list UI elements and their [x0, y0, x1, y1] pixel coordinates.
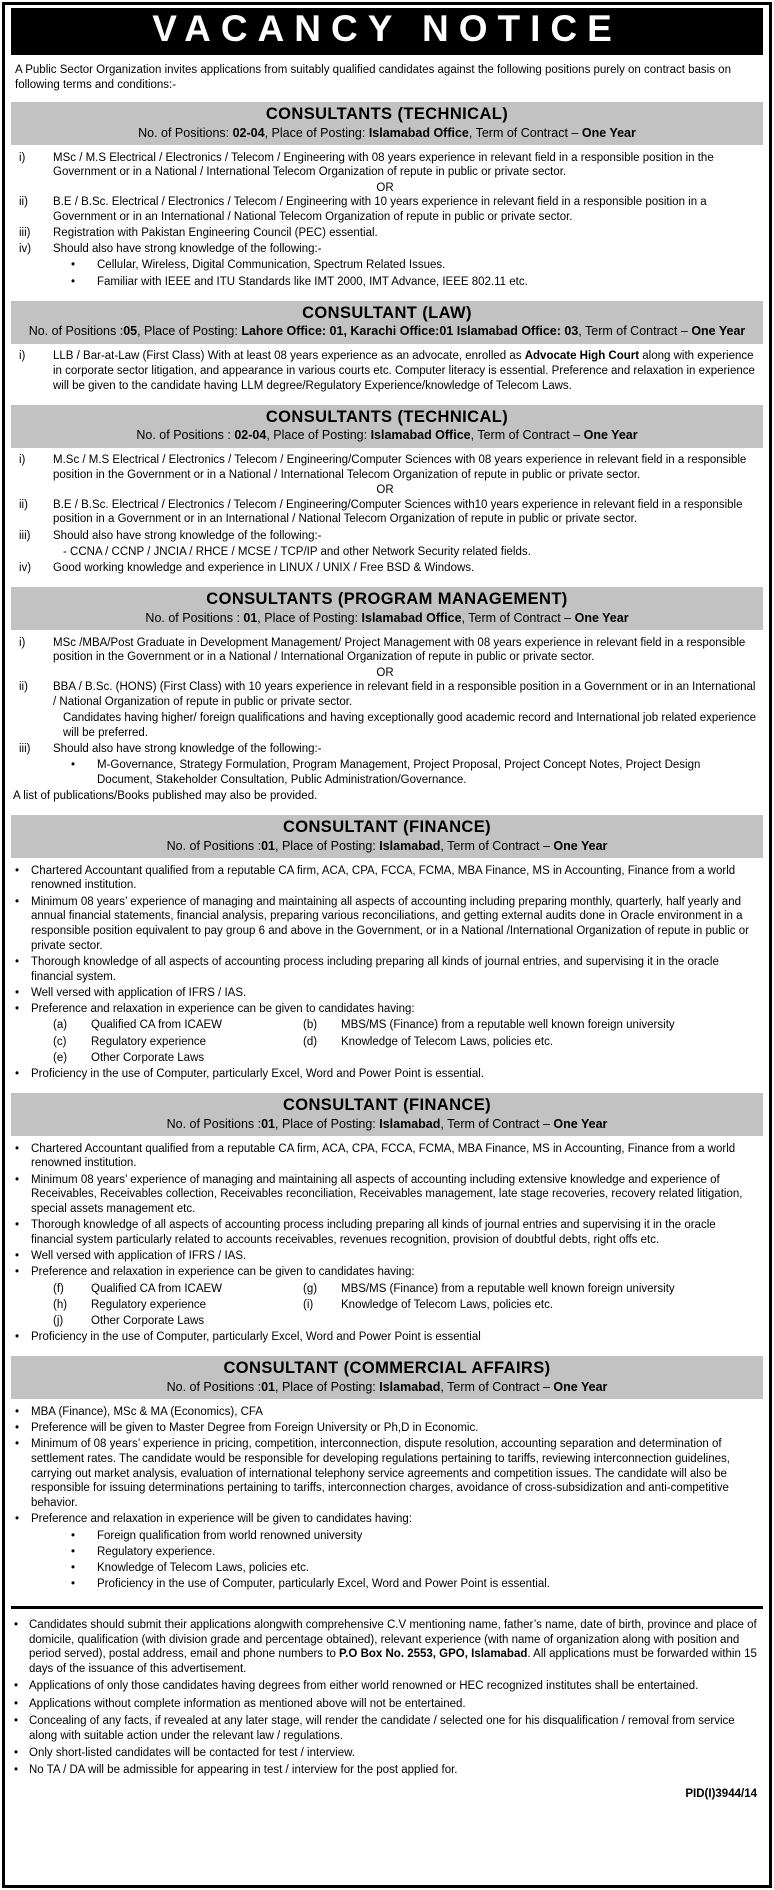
- section-body: [9, 633, 765, 810]
- bullet-marker: •: [15, 1266, 20, 1279]
- preference-option: [303, 1018, 759, 1033]
- section-header: [11, 587, 763, 630]
- bullet-item: [11, 864, 759, 893]
- text-segment: One Year: [553, 1380, 608, 1395]
- requirement-item: [11, 151, 759, 180]
- vacancy-section: [9, 1093, 765, 1351]
- section-body: [9, 451, 765, 583]
- row-text: Well versed with application of IFRS / IAS.: [31, 1250, 247, 1263]
- preference-option: [53, 1282, 303, 1297]
- item-number: ii): [19, 498, 28, 511]
- text-segment: Islamabad Office: 03: [456, 324, 579, 339]
- row-text: A list of publications/Books published may also be provided.: [13, 790, 318, 803]
- footer-note: [11, 1618, 763, 1677]
- bullet-marker: •: [15, 1219, 20, 1232]
- option-marker: (a): [53, 1019, 68, 1032]
- row-text: Preference and relaxation in experience can be given to candidates having:: [31, 1003, 415, 1016]
- row-text: Proficiency in the use of Computer, particularly Excel, Word and Power Point is essential: [31, 1331, 481, 1344]
- preference-options-row: [11, 1314, 759, 1329]
- vacancy-section: [9, 102, 765, 296]
- bullet-item: [11, 986, 759, 1001]
- requirement-item: [11, 680, 759, 709]
- bullet-item: [11, 895, 759, 954]
- bullet-marker: •: [14, 1746, 19, 1759]
- text-segment: 05: [123, 324, 138, 339]
- row-text: Chartered Accountant qualified from a reputable CA firm, ACA, CPA, FCCA, FCMA, MBA Finance, MS in Accounting, Finance from a world renowned institution.: [31, 864, 736, 892]
- text-segment: Islamabad: [379, 1116, 441, 1131]
- vacancy-section: [9, 587, 765, 810]
- note-text: Applications of only those candidates having degrees from either world renowned or HEC recognized institutes shall be entertained.: [29, 1680, 699, 1693]
- requirement-item: [11, 453, 759, 482]
- item-number: i): [19, 636, 26, 649]
- row-text: M.Sc / M.S Electrical / Electronics / Telecom / Engineering/Computer Sciences with 08 years experience in relevant field in a responsible position in the Government or in a National / International Telecom Organization of repute in public or private sector.: [53, 454, 747, 481]
- bullet-marker: •: [15, 1142, 20, 1155]
- row-text: Regulatory experience.: [97, 1545, 216, 1558]
- row-text: Thorough knowledge of all aspects of accounting process including preparing all kinds of journal entries, and supervising it in the oracle financial system.: [31, 956, 719, 983]
- requirement-item: [11, 529, 759, 544]
- section-body: [9, 347, 765, 400]
- vacancy-section: [9, 405, 765, 582]
- bullet-item: [11, 1421, 759, 1436]
- notice-title: VACANCY NOTICE: [152, 8, 622, 49]
- bullet-marker: •: [71, 1578, 76, 1591]
- section-meta: [19, 610, 755, 626]
- preference-option: [53, 1298, 303, 1313]
- bullet-item: [11, 275, 759, 290]
- row-text: Familiar with IEEE and ITU Standards like IMT 2000, IMT Advance, IEEE 802.11 etc.: [97, 275, 528, 288]
- text-segment: , Place of Posting:: [275, 838, 380, 853]
- section-body: [9, 1402, 765, 1598]
- bullet-marker: •: [14, 1680, 19, 1693]
- bullet-item: [11, 1529, 759, 1544]
- requirement-item: [11, 742, 759, 757]
- preference-option: [303, 1035, 759, 1050]
- bullet-item: [11, 258, 759, 273]
- text-segment: 01: [261, 838, 276, 853]
- text-segment: 01: [261, 1116, 276, 1131]
- row-text: Candidates having higher/ foreign qualifications and having exceptionally good academic record and International job related experience will be preferred.: [63, 712, 757, 739]
- section-meta: [19, 1379, 755, 1395]
- option-marker: (d): [303, 1035, 318, 1048]
- bullet-item: [11, 1142, 759, 1171]
- bullet-item: [11, 1330, 759, 1345]
- text-segment: Islamabad: [379, 1380, 441, 1395]
- section-heading: CONSULTANT (LAW): [302, 303, 472, 322]
- preference-options-row: [11, 1298, 759, 1313]
- row-text: Proficiency in the use of Computer, particularly Excel, Word and Power Point is essential.: [31, 1068, 484, 1081]
- section-heading: CONSULTANTS (PROGRAM MANAGEMENT): [206, 590, 568, 609]
- row-text: Chartered Accountant qualified from a reputable CA firm, ACA, CPA, FCCA, FCMA, MBA Finance, MS in Accounting, Finance from a world renowned institution.: [31, 1142, 736, 1170]
- preference-options-row: [11, 1035, 759, 1050]
- note-text: [29, 1618, 763, 1677]
- preference-options-row: [11, 1018, 759, 1033]
- row-text: B.E / B.Sc. Electrical / Electronics / Telecom / Engineering with 10 years experience in relevant field in a responsible position in a Government or in an International / National Telecom Organization of repute in public or private sector.: [53, 196, 707, 223]
- section-body: [9, 861, 765, 1088]
- text-segment: , Term of Contract –: [440, 1380, 554, 1395]
- text-segment: No. of Positions :: [28, 324, 124, 339]
- option-marker: (i): [303, 1298, 314, 1311]
- bullet-item: [11, 1265, 759, 1280]
- section-meta: [19, 125, 755, 141]
- requirement-item: [11, 195, 759, 224]
- bullet-item: [11, 1437, 759, 1511]
- text-segment: , Place of Posting:: [264, 125, 369, 140]
- sections-container: [9, 97, 765, 1598]
- row-text: Should also have strong knowledge of the following:-: [53, 243, 322, 256]
- bullet-marker: •: [15, 864, 20, 877]
- section-body: [9, 1139, 765, 1351]
- row-text: Preference and relaxation in experience will be given to candidates having:: [31, 1513, 413, 1526]
- note-text: Only short-listed candidates will be contacted for test / interview.: [29, 1746, 355, 1759]
- text-segment: , Term of Contract –: [578, 324, 692, 339]
- bullet-marker: •: [15, 1068, 20, 1081]
- bullet-item: [11, 1545, 759, 1560]
- bullet-item: [11, 1405, 759, 1420]
- option-text: Regulatory experience: [91, 1298, 207, 1311]
- text-segment: , Term of Contract –: [468, 125, 582, 140]
- bullet-marker: •: [15, 1003, 20, 1016]
- row-text: Should also have strong knowledge of the following:-: [53, 529, 322, 542]
- row-text: M-Governance, Strategy Formulation, Program Management, Project Proposal, Project Concept Notes, Project Design Document, Stakeholder Consultation, Public Administration/Governance.: [97, 759, 701, 786]
- row-text: Proficiency in the use of Computer, particularly Excel, Word and Power Point is essential.: [97, 1578, 550, 1591]
- item-number: i): [19, 350, 26, 363]
- bullet-item: [11, 1577, 759, 1592]
- vacancy-section: [9, 1356, 765, 1598]
- intro-text: A Public Sector Organization invites applications from suitably qualified candidates against the following positions purely on contract basis on following terms and conditions:-: [15, 63, 731, 92]
- bullet-item: [11, 955, 759, 984]
- row-text: Foreign qualification from world renowned university: [97, 1529, 363, 1542]
- row-text: Should also have strong knowledge of the following:-: [53, 742, 322, 755]
- row-text: Cellular, Wireless, Digital Communication, Spectrum Related Issues.: [97, 259, 446, 272]
- text-segment: LLB / Bar-at-Law (First Class) With at least 08 years experience as an advocate, enrolled as: [53, 350, 525, 363]
- text-segment: Islamabad Office: [368, 125, 469, 140]
- text-segment: No. of Positions :: [166, 1116, 262, 1131]
- bullet-marker: •: [71, 259, 76, 272]
- text-segment: along with experience in corporate sector litigation, and appearance in various courts etc. Computer literacy is essential. Preference and relaxation in experience will be given to the candidate having LLM degree/Regulatory Experience/knowledge of Telecom Laws.: [53, 350, 755, 392]
- section-header: [11, 1093, 763, 1136]
- row-text: - CCNA / CCNP / JNCIA / RHCE / MCSE / TCP/IP and other Network Security related fields.: [63, 545, 531, 558]
- notice-title-bar: [11, 8, 763, 55]
- footer-note: [11, 1679, 763, 1694]
- requirement-item: [11, 226, 759, 241]
- text-segment: , Term of Contract –: [440, 1116, 554, 1131]
- bullet-item: [11, 1002, 759, 1017]
- text-segment: No. of Positions :: [145, 610, 244, 625]
- text-segment: , Term of Contract –: [461, 610, 575, 625]
- section-header: [11, 405, 763, 448]
- preference-option: [53, 1314, 303, 1329]
- text-segment: Islamabad Office: [361, 610, 462, 625]
- bullet-marker: •: [71, 1545, 76, 1558]
- text-segment: One Year: [553, 838, 608, 853]
- text-segment: 02-04: [234, 428, 267, 443]
- text-segment: , Place of Posting:: [137, 324, 242, 339]
- section-body: [9, 148, 765, 296]
- continuation-text: [11, 789, 759, 804]
- vacancy-section: [9, 815, 765, 1088]
- row-text: Preference will be given to Master Degree from Foreign University or Ph,D in Economic.: [31, 1422, 479, 1435]
- bullet-marker: •: [14, 1763, 19, 1776]
- bullet-marker: •: [71, 759, 76, 772]
- vacancy-notice-page: [2, 2, 772, 1888]
- preference-options-row: [11, 1282, 759, 1297]
- text-segment: 01: [261, 1380, 276, 1395]
- bullet-marker: •: [15, 1438, 20, 1451]
- section-header: [11, 102, 763, 145]
- continuation-text: [11, 711, 759, 740]
- item-number: i): [19, 151, 26, 164]
- section-heading: CONSULTANTS (TECHNICAL): [265, 105, 509, 124]
- option-text: MBS/MS (Finance) from a reputable well known foreign university: [341, 1282, 675, 1295]
- row-text: Good working knowledge and experience in LINUX / UNIX / Free BSD & Windows.: [53, 562, 475, 575]
- bullet-marker: •: [15, 956, 20, 968]
- footer-note: [11, 1714, 763, 1743]
- bullet-marker: •: [71, 275, 76, 288]
- footer-notes-list: [11, 1618, 763, 1778]
- text-segment: One Year: [583, 428, 638, 443]
- requirement-item: [11, 349, 759, 393]
- footer-note: [11, 1697, 763, 1712]
- preference-option: [53, 1051, 303, 1066]
- footer-note: [11, 1763, 763, 1778]
- row-text: Well versed with application of IFRS / IAS.: [31, 986, 247, 999]
- bullet-marker: •: [14, 1697, 19, 1710]
- or-separator: OR: [376, 181, 394, 194]
- option-marker: (b): [303, 1019, 318, 1032]
- text-segment: No. of Positions :: [166, 838, 262, 853]
- requirement-item: [11, 561, 759, 576]
- item-number: iii): [19, 742, 31, 755]
- footer-notes-block: [11, 1606, 763, 1802]
- requirement-item: [11, 242, 759, 257]
- pid-number: PID(I)3944/14: [685, 1788, 757, 1801]
- text-segment: Candidates should submit their applications alongwith comprehensive C.V mentioning name, father’s name, date of birth, province and place of domicile, qualification (with division grade and percentage obtained), relevant experience (with name of organization along with position and period served), postal address, email and phone numbers to: [29, 1618, 757, 1661]
- option-text: Other Corporate Laws: [91, 1051, 205, 1064]
- text-segment: Lahore Office: 01, Karachi Office:01: [241, 324, 454, 339]
- vacancy-section: [9, 301, 765, 400]
- text-segment: No. of Positions:: [138, 125, 233, 140]
- note-text: Concealing of any facts, if revealed at any later stage, will render the candidate / selected one for his disqualification / removal from service along with suitable action under the relevant law / regulations.: [29, 1714, 735, 1742]
- option-marker: (c): [53, 1035, 67, 1048]
- preference-option: [303, 1298, 759, 1313]
- text-segment: One Year: [581, 125, 636, 140]
- row-text: BBA / B.Sc. (HONS) (First Class) with 10 years experience in relevant field in a responsible position in a Government or in an International / National Organization of repute in public or private sector.: [53, 681, 756, 708]
- option-text: MBS/MS (Finance) from a reputable well known foreign university: [341, 1019, 675, 1032]
- bullet-marker: •: [15, 1173, 20, 1186]
- text-segment: Islamabad: [379, 838, 441, 853]
- bullet-marker: •: [14, 1618, 19, 1631]
- bullet-item: [11, 1512, 759, 1527]
- item-number: ii): [19, 681, 28, 694]
- bullet-marker: •: [15, 1331, 20, 1344]
- text-segment: , Place of Posting:: [275, 1380, 380, 1395]
- bullet-item: [11, 1218, 759, 1247]
- row-text: Minimum 08 years’ experience of managing and maintaining all aspects of accounting including extensive knowledge and experience of Receivables, Receivables collection, Receivables reconciliation, Receivables management, late stage recoveries, recovery related litigation, special assets management etc.: [31, 1173, 743, 1215]
- row-text: B.E / B.Sc. Electrical / Electronics / Telecom / Engineering/Computer Sciences with10 years experience in relevant field in a responsible position in a Government or in an International / National Telecom Organization of repute in public or private sector.: [53, 498, 743, 526]
- row-text: Registration with Pakistan Engineering Council (PEC) essential.: [53, 226, 378, 239]
- text-segment: , Place of Posting:: [266, 428, 371, 443]
- bullet-marker: •: [15, 895, 20, 908]
- row-text: Thorough knowledge of all aspects of accounting process including preparing all kinds of journal entries and supervising it in the oracle financial system particularly related to accounts receivables, revenues recognition, provision of doubtful debts, right offs etc.: [31, 1219, 716, 1246]
- text-segment: One Year: [691, 324, 746, 339]
- requirement-item: [11, 498, 759, 527]
- section-heading: CONSULTANTS (TECHNICAL): [265, 407, 509, 426]
- bullet-marker: •: [15, 1405, 20, 1418]
- option-text: Qualified CA from ICAEW: [91, 1019, 223, 1032]
- option-text: Other Corporate Laws: [91, 1315, 205, 1328]
- note-text: No TA / DA will be admissible for appearing in test / interview for the post applied for.: [29, 1763, 458, 1776]
- section-meta: [19, 427, 755, 443]
- option-text: Knowledge of Telecom Laws, policies etc.: [341, 1298, 554, 1311]
- text-segment: One Year: [553, 1116, 608, 1131]
- option-marker: (h): [53, 1298, 68, 1311]
- section-header: [11, 815, 763, 858]
- option-marker: (j): [53, 1315, 64, 1328]
- text-segment: , Place of Posting:: [257, 610, 362, 625]
- bullet-item: [11, 1561, 759, 1576]
- option-marker: (f): [53, 1282, 64, 1295]
- bullet-marker: •: [15, 1513, 20, 1526]
- requirement-item: [11, 636, 759, 665]
- or-separator: OR: [376, 666, 394, 679]
- option-marker: (g): [303, 1282, 318, 1295]
- bullet-marker: •: [15, 1422, 20, 1435]
- row-text: [53, 349, 759, 393]
- preference-option: [303, 1282, 759, 1297]
- item-number: ii): [19, 196, 28, 208]
- bullet-item: [11, 1067, 759, 1082]
- section-header: [11, 301, 763, 344]
- row-text: MBA (Finance), MSc & MA (Economics), CFA: [31, 1405, 263, 1418]
- text-segment: , Term of Contract –: [440, 838, 554, 853]
- bullet-item: [11, 758, 759, 787]
- bullet-marker: •: [71, 1562, 76, 1575]
- row-text: MSc /MBA/Post Graduate in Development Management/ Project Management with 08 years experience in relevant field in a responsible position in the Government or in a National / International Organization of repute in public or private sector.: [53, 636, 746, 664]
- bullet-marker: •: [14, 1714, 19, 1727]
- bullet-marker: •: [15, 986, 20, 999]
- section-meta: [19, 1116, 755, 1132]
- section-heading: CONSULTANT (FINANCE): [282, 1096, 492, 1115]
- row-text: Knowledge of Telecom Laws, policies etc.: [97, 1562, 310, 1575]
- section-meta: [19, 838, 755, 854]
- text-segment: P.O Box No. 2553, GPO, Islamabad: [339, 1648, 528, 1661]
- text-segment: , Place of Posting:: [275, 1116, 380, 1131]
- item-number: iii): [19, 226, 31, 239]
- bullet-marker: •: [71, 1529, 76, 1542]
- bullet-item: [11, 1173, 759, 1217]
- option-text: Qualified CA from ICAEW: [91, 1282, 223, 1295]
- note-text: Applications without complete information as mentioned above will not be entertained.: [29, 1697, 466, 1710]
- text-segment: Advocate High Court: [524, 350, 640, 363]
- text-segment: No. of Positions :: [136, 428, 235, 443]
- section-header: [11, 1356, 763, 1399]
- option-text: Knowledge of Telecom Laws, policies etc.: [341, 1035, 554, 1048]
- text-segment: . All applications must be forwarded within 15 days of the issuance of this advertisement.: [29, 1648, 757, 1676]
- row-text: Preference and relaxation in experience can be given to candidates having:: [31, 1266, 415, 1279]
- text-segment: One Year: [574, 610, 629, 625]
- preference-options-row: [11, 1051, 759, 1066]
- section-heading: CONSULTANT (COMMERCIAL AFFAIRS): [223, 1359, 551, 1378]
- item-number: i): [19, 454, 26, 467]
- text-segment: , Term of Contract –: [470, 428, 584, 443]
- text-segment: 01: [243, 610, 258, 625]
- section-meta: [19, 323, 755, 339]
- bullet-item: [11, 1249, 759, 1264]
- or-separator: OR: [376, 484, 394, 497]
- text-segment: Islamabad Office: [370, 428, 471, 443]
- option-text: Regulatory experience: [91, 1035, 207, 1048]
- bullet-marker: •: [15, 1250, 20, 1263]
- item-number: iv): [19, 243, 32, 256]
- preference-option: [53, 1018, 303, 1033]
- item-number: iii): [19, 529, 31, 542]
- text-segment: 02-04: [232, 125, 265, 140]
- row-text: MSc / M.S Electrical / Electronics / Telecom / Engineering with 08 years experience in relevant field in a responsible position in the Government or in a National / International Telecom Organization of repute in public or private sector.: [53, 151, 714, 179]
- text-segment: No. of Positions :: [166, 1380, 262, 1395]
- row-text: Minimum 08 years’ experience of managing and maintaining all aspects of accounting including preparing monthly, quarterly, half yearly and annual financial statements, financial analysis, preparing various reconciliations, and getting external audits done in Oracle environment in a responsible position equivalent to pay group 6 and above in the Government, or in a National /International Organization of repute in public or private sector.: [31, 895, 749, 952]
- preference-option: [53, 1035, 303, 1050]
- row-text: Minimum of 08 years’ experience in pricing, competition, interconnection, dispute resolution, accounting separation and determination of settlement rates. The candidate would be responsible for developing regulations pertaining to tariffs, reviewing interconnection guidelines, carrying out market analysis, evaluation of international telephony service agreements and competition issues. The candidate will also be responsible for issuing determinations pertaining to tariffs, interconnection charges, avoidance of cross-subsidization and anti-competitive behavior.: [31, 1438, 730, 1510]
- section-heading: CONSULTANT (FINANCE): [282, 818, 492, 837]
- item-number: iv): [19, 562, 32, 575]
- option-marker: (e): [53, 1051, 68, 1064]
- continuation-text: [11, 545, 759, 560]
- footer-note: [11, 1746, 763, 1761]
